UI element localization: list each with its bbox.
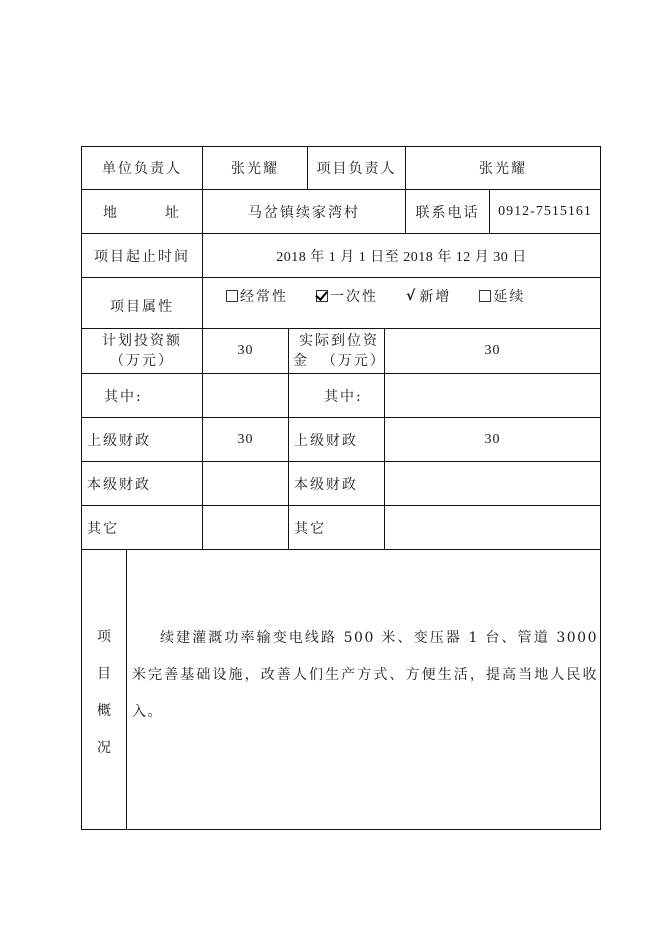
label-line: 计划投资额 xyxy=(102,333,182,349)
actual-funds-label xyxy=(289,329,384,373)
phone-value: 0912-7515161 xyxy=(498,203,592,219)
label-line: （万元） xyxy=(110,353,174,369)
local-finance-right-label: 本级财政 xyxy=(294,476,358,493)
option-continuing[interactable] xyxy=(479,286,525,306)
other-right-value xyxy=(385,506,600,549)
address-label-char: 址 xyxy=(165,204,181,221)
period-value: 2018 年 1 月 1 日至 2018 年 12 月 30 日 xyxy=(276,249,527,265)
superior-finance-right-label: 上级财政 xyxy=(294,432,358,449)
checkmark-icon[interactable]: √ xyxy=(406,288,418,304)
unit-leader-label: 单位负责人 xyxy=(102,161,182,177)
of-which-left-label: 其中: xyxy=(104,388,143,405)
attribute-label: 项目属性 xyxy=(110,299,174,315)
option-new[interactable] xyxy=(406,286,451,306)
superior-finance-left-value: 30 xyxy=(237,431,254,447)
overview-label-char: 概 xyxy=(97,703,111,719)
local-finance-left-value xyxy=(203,462,288,505)
label-line: 金 （万元） xyxy=(293,353,386,369)
row-divider xyxy=(81,549,601,550)
checkbox-checked-icon[interactable] xyxy=(316,290,328,302)
overview-label xyxy=(82,618,126,768)
col-divider xyxy=(126,549,127,830)
overview-label-char: 项 xyxy=(97,629,111,645)
other-left-label: 其它 xyxy=(87,520,119,537)
actual-funds-value: 30 xyxy=(484,343,501,358)
period-label: 项目起止时间 xyxy=(94,248,190,265)
address-label xyxy=(82,190,202,233)
border-bottom xyxy=(81,829,601,830)
option-label: 经常性 xyxy=(240,289,288,305)
project-leader-label: 项目负责人 xyxy=(316,161,397,177)
option-regular[interactable] xyxy=(226,286,288,306)
address-label-char: 地 xyxy=(103,204,119,221)
local-finance-left-label: 本级财政 xyxy=(87,476,151,493)
other-left-value xyxy=(203,506,288,549)
project-leader-value: 张光耀 xyxy=(479,161,527,177)
checkbox-empty-icon[interactable] xyxy=(479,290,491,302)
of-which-left-value xyxy=(203,374,288,417)
planned-investment-label xyxy=(82,329,202,373)
overview-text: 续建灌溉功率输变电线路 500 米、变压器 1 台、管道 3000 米完善基础设施，改善人们生产方式、方便生活，提高当地人民收入。 xyxy=(132,630,598,720)
overview-label-char: 目 xyxy=(97,666,111,682)
option-one-time[interactable] xyxy=(316,286,378,306)
other-right-label: 其它 xyxy=(294,520,326,537)
checkbox-empty-icon[interactable] xyxy=(226,290,238,302)
label-line: 实际到位资 xyxy=(299,333,379,349)
option-label: 延续 xyxy=(493,289,526,305)
overview-label-char: 况 xyxy=(97,740,111,756)
option-label: 一次性 xyxy=(330,289,378,305)
attribute-options xyxy=(203,278,600,314)
address-value: 马岔镇续家湾村 xyxy=(248,204,360,221)
border-right xyxy=(600,146,601,830)
of-which-right-value xyxy=(385,374,600,417)
superior-finance-right-value: 30 xyxy=(484,431,501,447)
option-label: 新增 xyxy=(419,289,452,305)
local-finance-right-value xyxy=(385,462,600,505)
superior-finance-left-label: 上级财政 xyxy=(87,432,151,449)
phone-label: 联系电话 xyxy=(415,204,480,221)
planned-investment-value: 30 xyxy=(237,343,254,358)
unit-leader-value: 张光耀 xyxy=(231,161,279,177)
of-which-right-label: 其中: xyxy=(324,388,363,405)
